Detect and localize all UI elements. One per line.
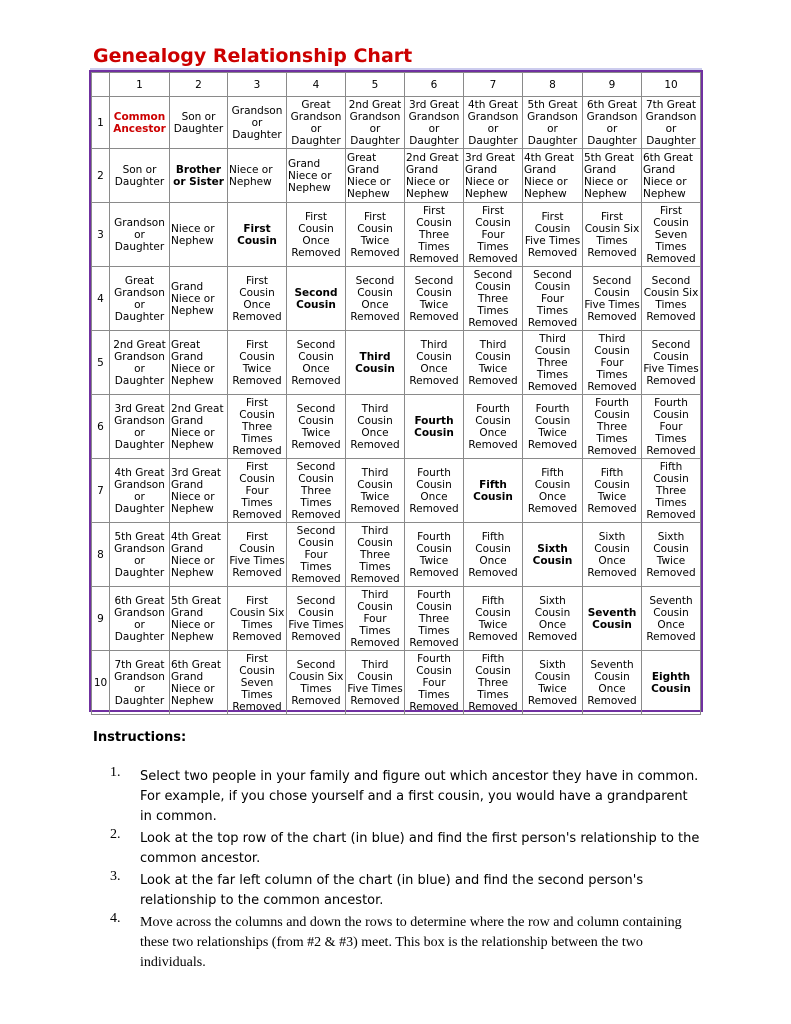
column-header-4: 4 (287, 73, 346, 97)
table-row (92, 203, 701, 267)
relationship-cell: Second Cousin Twice Removed (287, 395, 346, 459)
relationship-cell: Niece or Nephew (170, 203, 228, 267)
relationship-cell: Third Cousin (346, 331, 405, 395)
column-header-6: 6 (405, 73, 464, 97)
relationship-cell: Second Cousin Five Times Removed (287, 587, 346, 651)
relationship-cell: First Cousin Four Times Removed (228, 459, 287, 523)
relationship-cell: Second Cousin Twice Removed (405, 267, 464, 331)
column-header-7: 7 (464, 73, 523, 97)
relationship-cell: Common Ancestor (110, 97, 170, 149)
instruction-text: Look at the top row of the chart (in blue) and find the first person's relationship to the common ancestor. (140, 831, 700, 866)
row-header-6: 6 (92, 395, 110, 459)
relationship-cell: First Cousin Six Times Removed (228, 587, 287, 651)
relationship-cell: 3rd Great Grand Niece or Nephew (464, 149, 523, 203)
relationship-cell: 6th Great Grandson or Daughter (110, 587, 170, 651)
relationship-cell: Great Grandson or Daughter (110, 267, 170, 331)
relationship-cell: First Cousin Once Removed (228, 267, 287, 331)
instruction-number: 2. (110, 827, 121, 842)
relationship-cell: Third Cousin Four Times Removed (346, 587, 405, 651)
relationship-cell: Third Cousin Three Times Removed (523, 331, 583, 395)
column-header-2: 2 (170, 73, 228, 97)
column-header-5: 5 (346, 73, 405, 97)
relationship-cell: Third Cousin Three Times Removed (346, 523, 405, 587)
relationship-cell: Great Grand Niece or Nephew (346, 149, 405, 203)
relationship-cell: 6th Great Grand Niece or Nephew (170, 651, 228, 715)
relationship-cell: Third Cousin Five Times Removed (346, 651, 405, 715)
relationship-cell: Fourth Cousin (405, 395, 464, 459)
relationship-cell: First Cousin Six Times Removed (583, 203, 642, 267)
relationship-cell: Fifth Cousin Twice Removed (464, 587, 523, 651)
relationship-cell: Son or Daughter (110, 149, 170, 203)
row-header-3: 3 (92, 203, 110, 267)
relationship-cell: Fourth Cousin Three Times Removed (405, 587, 464, 651)
row-header-7: 7 (92, 459, 110, 523)
relationship-cell: 3rd Great Grandson or Daughter (110, 395, 170, 459)
relationship-cell: Fifth Cousin (464, 459, 523, 523)
table-row (92, 395, 701, 459)
relationship-cell: Third Cousin Once Removed (346, 395, 405, 459)
column-header-10: 10 (642, 73, 701, 97)
relationship-cell: Third Cousin Twice Removed (346, 459, 405, 523)
table-row (92, 267, 701, 331)
relationship-cell: First Cousin Twice Removed (346, 203, 405, 267)
relationship-cell: Second Cousin Five Times Removed (642, 331, 701, 395)
relationship-cell: Second Cousin Three Times Removed (287, 459, 346, 523)
relationship-cell: Great Grand Niece or Nephew (170, 331, 228, 395)
relationship-cell: First Cousin Seven Times Removed (642, 203, 701, 267)
column-header-8: 8 (523, 73, 583, 97)
instruction-number: 4. (110, 911, 121, 926)
relationship-cell: Second Cousin Once Removed (346, 267, 405, 331)
table-row (92, 651, 701, 715)
row-header-10: 10 (92, 651, 110, 715)
row-header-4: 4 (92, 267, 110, 331)
instruction-item (110, 911, 700, 971)
relationship-cell: Second Cousin Four Times Removed (287, 523, 346, 587)
corner-cell (92, 73, 110, 97)
table-row (92, 331, 701, 395)
relationship-cell: Seventh Cousin Once Removed (583, 651, 642, 715)
relationship-cell: 4th Great Grand Niece or Nephew (170, 523, 228, 587)
relationship-cell: Second Cousin (287, 267, 346, 331)
column-header-1: 1 (110, 73, 170, 97)
relationship-cell: Third Cousin Once Removed (405, 331, 464, 395)
relationship-cell: Fourth Cousin Twice Removed (523, 395, 583, 459)
relationship-cell: Fourth Cousin Four Times Removed (642, 395, 701, 459)
relationship-cell: Grand Niece or Nephew (287, 149, 346, 203)
relationship-cell: 4th Great Grand Niece or Nephew (523, 149, 583, 203)
relationship-cell: 2nd Great Grandson or Daughter (110, 331, 170, 395)
relationship-cell: Sixth Cousin Twice Removed (523, 651, 583, 715)
relationship-cell: 2nd Great Grand Niece or Nephew (405, 149, 464, 203)
relationship-cell: Son or Daughter (170, 97, 228, 149)
relationship-cell: Fifth Cousin Three Times Removed (464, 651, 523, 715)
instructions-list (110, 765, 700, 973)
relationship-cell: Third Cousin Four Times Removed (583, 331, 642, 395)
relationship-cell: Sixth Cousin (523, 523, 583, 587)
relationship-cell: 2nd Great Grandson or Daughter (346, 97, 405, 149)
table-row (92, 587, 701, 651)
column-header-9: 9 (583, 73, 642, 97)
relationship-cell: 4th Great Grandson or Daughter (464, 97, 523, 149)
relationship-cell: Fifth Cousin Three Times Removed (642, 459, 701, 523)
relationship-cell: Niece or Nephew (228, 149, 287, 203)
relationship-cell: Seventh Cousin Once Removed (642, 587, 701, 651)
relationship-cell: First Cousin Five Times Removed (523, 203, 583, 267)
relationship-cell: 5th Great Grand Niece or Nephew (170, 587, 228, 651)
instruction-text: Move across the columns and down the rows to determine where the row and column containing these two relationships (from #2 & #3) meet. This box is the relationship between the two individuals. (140, 915, 682, 970)
relationship-cell: First Cousin Once Removed (287, 203, 346, 267)
relationship-cell: Grandson or Daughter (110, 203, 170, 267)
instruction-text: Select two people in your family and figure out which ancestor they have in common. For example, if you chose yourself and a first cousin, you would have a grandparent in common. (140, 769, 699, 824)
relationship-cell: Second Cousin Six Times Removed (642, 267, 701, 331)
relationship-cell: Eighth Cousin (642, 651, 701, 715)
relationship-cell: Sixth Cousin Once Removed (523, 587, 583, 651)
relationship-cell: First Cousin (228, 203, 287, 267)
instruction-number: 1. (110, 765, 121, 780)
relationship-cell: Grandson or Daughter (228, 97, 287, 149)
relationship-cell: First Cousin Seven Times Removed (228, 651, 287, 715)
instruction-text: Look at the far left column of the chart (in blue) and find the second person's relationship to the common ancestor. (140, 873, 644, 908)
relationship-cell: 6th Great Grand Niece or Nephew (642, 149, 701, 203)
relationship-cell: Grand Niece or Nephew (170, 267, 228, 331)
relationship-cell: 5th Great Grandson or Daughter (523, 97, 583, 149)
row-header-1: 1 (92, 97, 110, 149)
relationship-cell: Great Grandson or Daughter (287, 97, 346, 149)
relationship-cell: Sixth Cousin Once Removed (583, 523, 642, 587)
row-header-5: 5 (92, 331, 110, 395)
relationship-cell: Fourth Cousin Four Times Removed (405, 651, 464, 715)
relationship-cell: 5th Great Grandson or Daughter (110, 523, 170, 587)
relationship-cell: Second Cousin Four Times Removed (523, 267, 583, 331)
relationship-cell: Seventh Cousin (583, 587, 642, 651)
header-row (92, 73, 701, 97)
relationship-cell: 4th Great Grandson or Daughter (110, 459, 170, 523)
relationship-cell: Fifth Cousin Once Removed (464, 523, 523, 587)
instruction-item (110, 869, 700, 909)
row-header-9: 9 (92, 587, 110, 651)
relationship-cell: First Cousin Five Times Removed (228, 523, 287, 587)
column-header-3: 3 (228, 73, 287, 97)
relationship-cell: Third Cousin Twice Removed (464, 331, 523, 395)
relationship-cell: 5th Great Grand Niece or Nephew (583, 149, 642, 203)
relationship-table (91, 72, 701, 715)
relationship-cell: Fifth Cousin Twice Removed (583, 459, 642, 523)
table-row (92, 149, 701, 203)
relationship-cell: Fourth Cousin Once Removed (405, 459, 464, 523)
relationship-cell: Second Cousin Five Times Removed (583, 267, 642, 331)
instruction-number: 3. (110, 869, 121, 884)
relationship-chart (89, 70, 703, 712)
relationship-cell: 7th Great Grandson or Daughter (642, 97, 701, 149)
instruction-item (110, 765, 700, 825)
instruction-item (110, 827, 700, 867)
relationship-cell: Second Cousin Six Times Removed (287, 651, 346, 715)
relationship-cell: 2nd Great Grand Niece or Nephew (170, 395, 228, 459)
relationship-cell: Fifth Cousin Once Removed (523, 459, 583, 523)
relationship-cell: First Cousin Twice Removed (228, 331, 287, 395)
relationship-cell: Fourth Cousin Three Times Removed (583, 395, 642, 459)
row-header-8: 8 (92, 523, 110, 587)
relationship-cell: 3rd Great Grandson or Daughter (405, 97, 464, 149)
relationship-cell: First Cousin Four Times Removed (464, 203, 523, 267)
relationship-cell: Second Cousin Once Removed (287, 331, 346, 395)
table-row (92, 523, 701, 587)
relationship-cell: 6th Great Grandson or Daughter (583, 97, 642, 149)
instructions-heading: Instructions: (93, 730, 187, 745)
relationship-cell: Fourth Cousin Twice Removed (405, 523, 464, 587)
relationship-cell: Second Cousin Three Times Removed (464, 267, 523, 331)
page-title: Genealogy Relationship Chart (93, 45, 413, 67)
relationship-cell: Fourth Cousin Once Removed (464, 395, 523, 459)
relationship-cell: First Cousin Three Times Removed (405, 203, 464, 267)
relationship-cell: First Cousin Three Times Removed (228, 395, 287, 459)
table-row (92, 459, 701, 523)
table-row (92, 97, 701, 149)
relationship-cell: Brother or Sister (170, 149, 228, 203)
relationship-cell: 3rd Great Grand Niece or Nephew (170, 459, 228, 523)
row-header-2: 2 (92, 149, 110, 203)
relationship-cell: 7th Great Grandson or Daughter (110, 651, 170, 715)
relationship-cell: Sixth Cousin Twice Removed (642, 523, 701, 587)
